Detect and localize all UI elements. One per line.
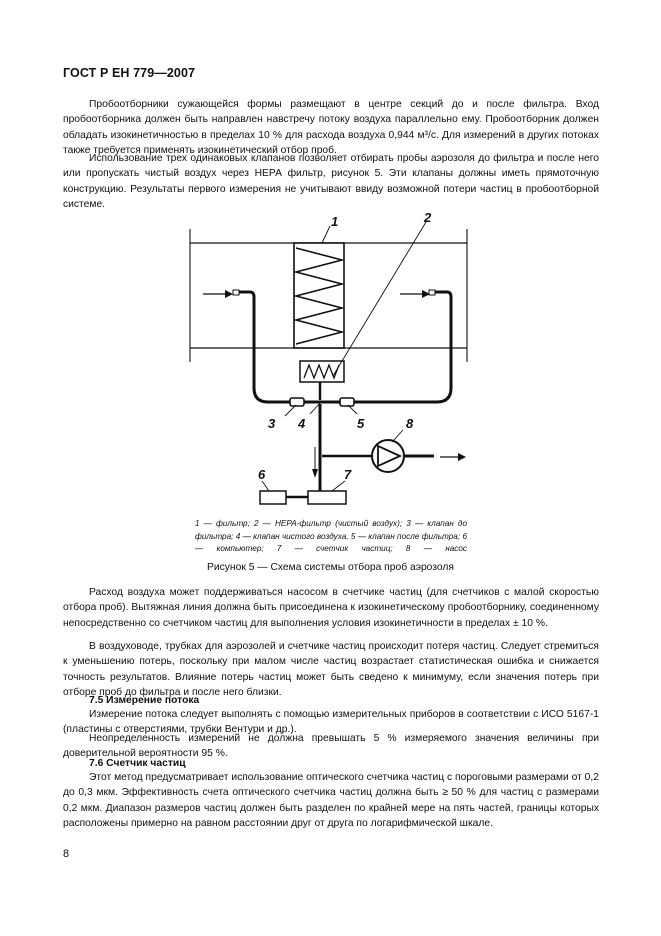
hepa-filter-icon (300, 361, 344, 382)
callout-7-counter: 7 (344, 467, 352, 482)
valve-after-filter-icon (340, 398, 354, 406)
filter-icon (294, 243, 344, 348)
callout-3-valve: 3 (268, 416, 276, 431)
paragraph-air-flow: Расход воздуха может поддерживаться насосом в счетчике частиц (для счетчиков с малой скоростью отбора проб). Вытяжная линия должна быть присоединена к изокинетическому пробоотборнику, соединенному непосредственно со счетчиком частиц для выполнения условия изокинетичности в пределах ± 10 %. (63, 587, 599, 629)
downstream-probe-tip (429, 290, 435, 295)
pump-icon (372, 440, 404, 472)
page-number: 8 (63, 848, 70, 860)
computer-box (260, 491, 286, 504)
paragraph-flow-measurement: Измерение потока следует выполнять с помощью измерительных приборов в соответствии с ИСО 5167-1 (пластины с отверстиями, трубки Вентури и др.). (63, 709, 599, 736)
figure-legend: 1 — фильтр; 2 — НЕРА-фильтр (чистый воздух); 3 — клапан до фильтра; 4 — клапан чистого воздуха, 5 — клапан после фильтра; 6 — компьютер; 7 — счетчик частиц; 8 — насос (195, 519, 467, 553)
section-heading-7-6: 7.6 Счетчик частиц (89, 758, 186, 769)
sample-flow-arrow-icon (312, 447, 318, 478)
paragraph-particle-counter: Этот метод предусматривает использование оптического счетчика частиц с пороговыми размерами от 0,2 до 0,3 мкм. Эффективность счета оптического счетчика частиц должна быть ≥ 50 % для частиц с размерами 0,2 мкм. Диапазон размеров частиц должен быть разделен по крайней мере на пять частей, границы которых расположены примерно на равном расстоянии друг от друга по логарифмической шкале. (63, 772, 599, 829)
document-header: ГОСТ Р ЕН 779—2007 (63, 66, 196, 80)
callout-2-hepa: 2 (424, 210, 432, 225)
particle-counter-box (308, 491, 346, 504)
callout-6-computer: 6 (258, 467, 266, 482)
section-heading-7-5: 7.5 Измерение потока (89, 695, 200, 706)
upstream-probe-tip (233, 290, 239, 295)
callout-5-valve: 5 (357, 416, 365, 431)
callout-1-filter: 1 (331, 214, 339, 229)
paragraph-probes: Пробоотборники сужающейся формы размещают в центре секций до и после фильтра. Вход пробоотборника должен быть направлен навстречу потоку воздуха параллельно ему. Пробоотборник должен обладать изокинетичностью в пределах 10 % для расхода воздуха 0,944 м³/с. Для измерений в других потоках также требуется применять изокинетический отбор проб. (63, 99, 599, 156)
paragraph-valves: Использование трех одинаковых клапанов позволяет отбирать пробы аэрозоля до фильтра и после него или пропускать чистый воздух через НЕРА фильтр, рисунок 5. Эти клапаны должны иметь прямоточную конструкцию. Результаты первого измерения не учитывают ввиду возможной потери частиц в пробоотборной системе. (63, 153, 599, 210)
airflow-in-arrow-icon (203, 290, 233, 298)
figure-title: Рисунок 5 — Схема системы отбора проб аэрозоля (207, 562, 454, 573)
callout-8-pump: 8 (406, 416, 414, 431)
airflow-out-arrow-icon (400, 290, 430, 298)
paragraph-particle-loss: В воздуховоде, трубках для аэрозолей и счетчике частиц происходит потеря частиц. Следует стремиться к уменьшению потерь, поскольку при малом числе частиц возрастает статистическая ошибка и снижается точность результатов. Влияние потерь частиц может быть сведено к минимуму, если значения потерь при отборе проб до фильтра и после него близки. (63, 641, 599, 698)
callout-4-valve: 4 (298, 416, 306, 431)
paragraph-uncertainty: Неопределенность измерений не должна превышать 5 % измеряемого значения величины при доверительной вероятности 95 %. (63, 733, 599, 760)
valve-before-filter-icon (290, 398, 304, 406)
exhaust-arrow-icon (440, 453, 466, 461)
